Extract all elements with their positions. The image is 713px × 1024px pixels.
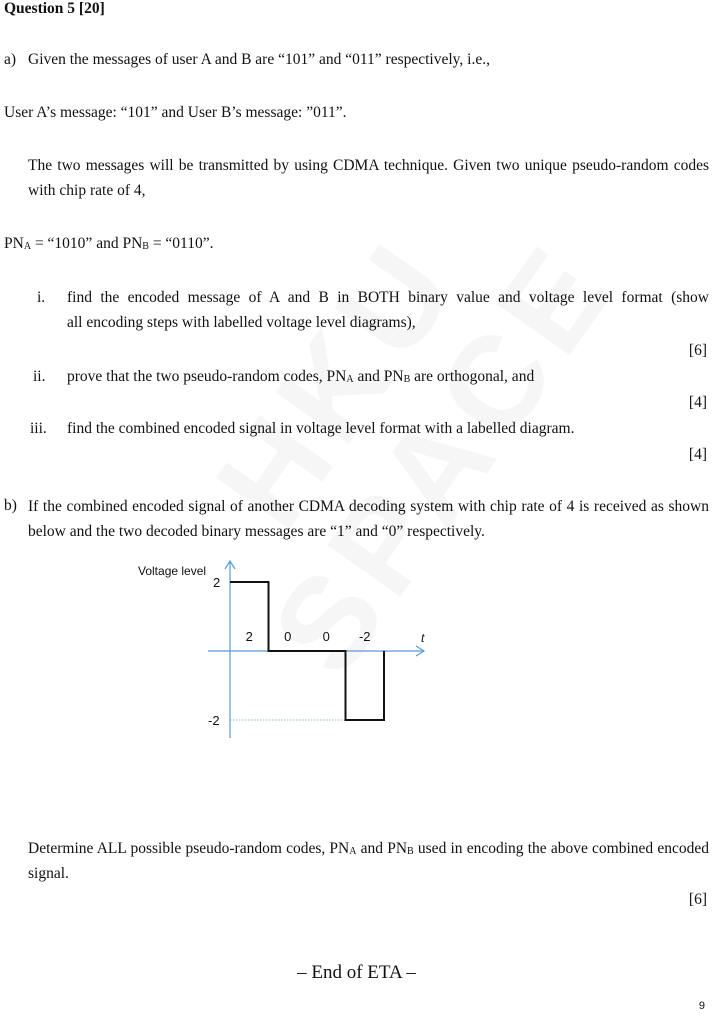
part-a-messages: User A’s message: “101” and User B’s message: ”011”. [4, 104, 347, 121]
chart-data-label: 2 [245, 629, 253, 644]
part-b-label: b) [4, 497, 17, 514]
chart-ytick-label: -2 [208, 713, 220, 728]
part-b-marks: [6] [688, 891, 707, 908]
end-text: – End of ETA – [297, 962, 416, 983]
item-ii-marks: [4] [688, 394, 707, 411]
chart-ylabel: Voltage level [138, 564, 207, 578]
item-i-marks: [6] [688, 342, 707, 359]
voltage-level-chart [120, 555, 440, 745]
item-ii-number: ii. [33, 368, 46, 385]
item-iii-marks: [4] [688, 446, 707, 463]
chart-xlabel: t [421, 631, 425, 645]
item-ii-text: prove that the two pseudo-random codes, $PN_A$ and $PN_B$ are orthogonal, and [67, 368, 535, 385]
chart-ytick-label: 2 [213, 575, 221, 590]
item-i-number: i. [37, 289, 46, 306]
part-b-question: Determine ALL possible pseudo-random codes, $PN_A$ and $PN_B$ used in encoding the above combined encoded signal. [28, 840, 709, 882]
page-number: 9 [698, 1000, 705, 1012]
part-a-cdma-text: The two messages will be transmitted by using CDMA technique. Given two unique pseudo-random codes with chip rate of 4, [28, 157, 709, 199]
item-iii-number: iii. [30, 420, 47, 437]
part-a-intro: Given the messages of user A and B are “101” and “011” respectively, i.e., [28, 51, 490, 68]
part-a-label: a) [4, 51, 17, 68]
chart-data-label: 0 [284, 629, 292, 644]
part-b-text: If the combined encoded signal of another CDMA decoding system with chip rate of 4 is received as shown below and the two decoded binary messages are “1” and “0” respectively. [28, 498, 709, 540]
chart-data-label: 0 [322, 629, 330, 644]
item-i-line2: all encoding steps with labelled voltage level diagrams), [67, 314, 416, 331]
chart-data-label: -2 [358, 629, 371, 644]
item-iii-text: find the combined encoded signal in voltage level format with a labelled diagram. [67, 420, 575, 437]
pn-definition: $PN_A$ = “1010” and $PN_B$ = “0110”. [4, 235, 214, 252]
item-i-line1: find the encoded message of A and B in BOTH binary value and voltage level format (show [67, 289, 709, 306]
question-title: Question 5 [20] [4, 0, 105, 17]
